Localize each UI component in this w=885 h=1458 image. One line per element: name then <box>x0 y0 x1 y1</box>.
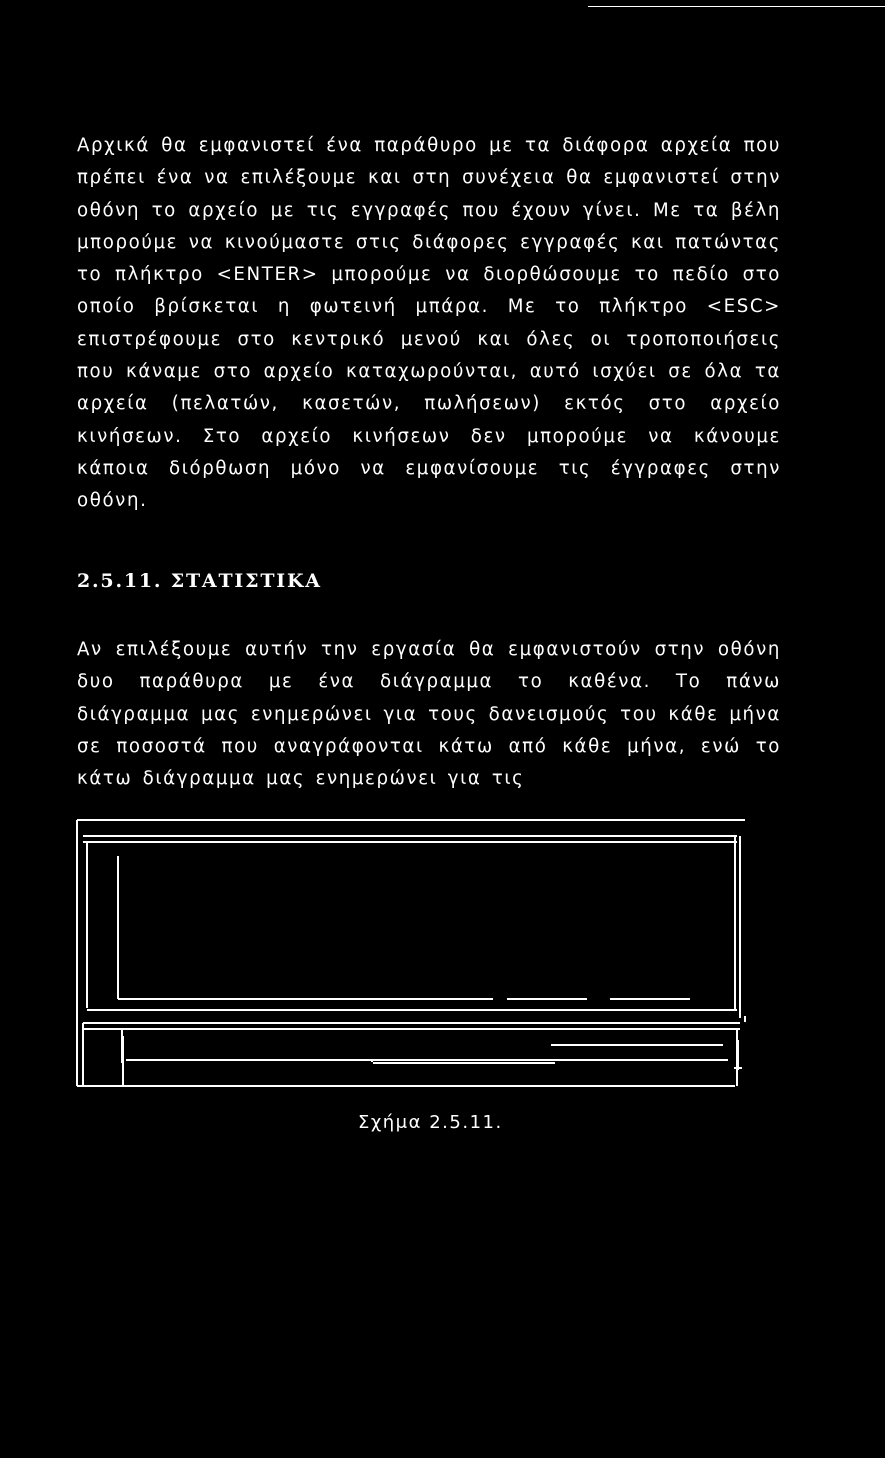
upper-chart-window <box>83 836 740 1018</box>
top-edge-rule <box>588 6 885 7</box>
figure-caption: Σχήμα 2.5.11. <box>358 1112 503 1133</box>
statistics-figure <box>75 818 745 1093</box>
lower-chart-window <box>83 1023 740 1086</box>
body-paragraph-statistics: Αν επιλέξουμε αυτήν την εργασία θα εμφανιστούν στην οθόνη δυο παράθυρα με ένα διάγραμμα το καθένα. Το πάνω διάγραμμα μας ενημερώνει για τους δανεισμούς του κάθε μήνα σε ποσοστά που αναγράφονται κάτω από κάθε μήνα, ενώ το κάτω διάγραμμα μας ενημερώνει για τις <box>77 639 781 790</box>
statistics-windows-diagram <box>75 818 745 1093</box>
body-paragraph-file-editing: Αρχικά θα εμφανιστεί ένα παράθυρο με τα διάφορα αρχεία που πρέπει ένα να επιλέξουμε και στη συνέχεια θα εμφανιστεί στην οθόνη το αρχείο με τις εγγραφές που έχουν γίνει. Με τα βέλη μπορούμε να κινούμαστε στις διάφορες εγγραφές και πατώντας το πλήκτρο <ENTER> μπορούμε να διορθώσουμε το πεδίο στο οποίο βρίσκεται η φωτεινή μπάρα. Με το πλήκτρο <ESC> επιστρέφουμε στο κεντρικό μενού και όλες οι τροποποιήσεις που κάναμε στο αρχείο καταχωρούνται, αυτό ισχύει σε όλα τα αρχεία (πελατών, κασετών, πωλήσεων) εκτός στο αρχείο κινήσεων. Στο αρχείο κινήσεων δεν μπορούμε να κάνουμε κάποια διόρθωση μόνο να εμφανίσουμε τις έγγραφες στην οθόνη. <box>77 135 781 512</box>
section-heading-statistics: 2.5.11. ΣΤΑΤΙΣΤΙΚΑ <box>77 570 322 592</box>
